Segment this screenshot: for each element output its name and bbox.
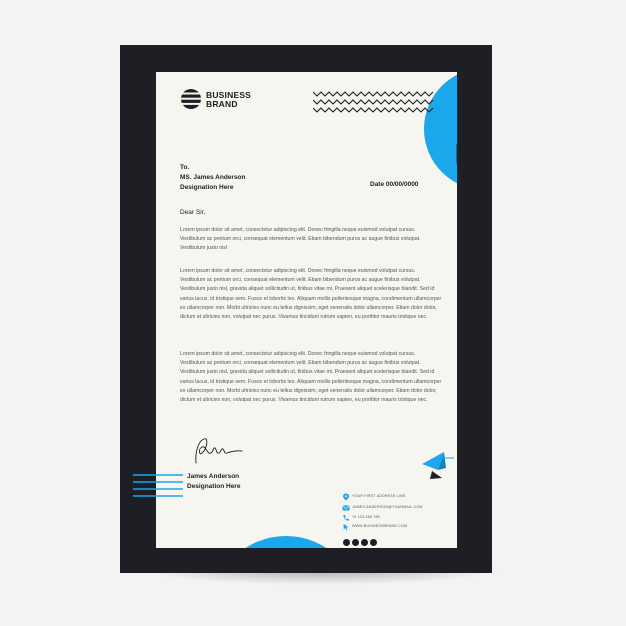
brand-line-1: BUSINESS xyxy=(206,90,252,100)
twitter-icon[interactable] xyxy=(361,539,368,546)
body-paragraph: Lorem ipsum dolor sit amet, consectetur adipiscing elit. Donec fringilla neque euismod volutpat cursus. Vestibulum ac pretium orci, consequat elementum velit. Etiam bibendum purus ac augue finibus volutpat. Vestibulum justo nisl xyxy=(180,227,421,252)
contact-email[interactable] xyxy=(342,504,457,514)
signatory-designation: Designation Here xyxy=(187,483,241,490)
instagram-icon[interactable] xyxy=(343,539,350,546)
recipient-to-label: To. xyxy=(180,164,190,171)
phone-icon xyxy=(342,514,350,522)
contact-email-text: JAMES.ANDERSON@YOURMAIL.COM xyxy=(352,505,423,509)
contact-address-text: YOUR FIRST ADDRESS LINE xyxy=(352,494,406,498)
brand-line-2: BRAND xyxy=(206,99,238,109)
recipient-designation: Designation Here xyxy=(180,184,234,191)
recipient-name: MS. James Anderson xyxy=(180,174,246,181)
accent-circle-bottom xyxy=(212,536,360,548)
cursor-icon xyxy=(342,523,350,531)
stripe-lines-decoration xyxy=(133,473,183,501)
brand-logo-icon xyxy=(181,89,201,109)
social-icons xyxy=(343,534,379,548)
triangle-decoration xyxy=(422,452,454,484)
letter-date: Date 00/00/0000 xyxy=(370,181,419,188)
greeting: Dear Sir, xyxy=(180,209,206,216)
linkedin-icon[interactable] xyxy=(370,539,377,546)
handwritten-signature xyxy=(190,435,246,465)
signatory-name: James Anderson xyxy=(187,473,240,480)
email-icon xyxy=(342,504,350,512)
wave-lines-decoration xyxy=(313,89,441,119)
document-outline-icon xyxy=(456,144,457,164)
contact-website-text: WWW.BUSINESSBRAND.COM xyxy=(352,524,408,528)
contact-website[interactable] xyxy=(342,523,457,533)
contact-phone-text: +0 123 456 789 xyxy=(352,515,380,519)
body-paragraph: Lorem ipsum dolor sit amet, consectetur adipiscing elit. Donec fringilla neque euismod volutpat cursus. Vestibulum ac pretium orci, consequat elementum velit. Etiam bibendum purus ac augue finibus volutpat. Vestibulum justo nisl, gravida aliquet sollicitudin ut, finibus vitae mi. Praesent aliquet scelerisque blandit. Sed id varius lacus, id tristique sem. Fusce et lobortis leo. Aliquam mollis pellentesque magna, condimentum ullamcorper ex ullamcorper non. Morbi ultricies nunc eu tellus dignissim, eget venenatis dolor ullamcorper. Etiam dolor dolor, dictum et ultricies non, volutpat nec purus. Vivamus tincidunt rutrum sapien, eu porttitor mauris tristique nec. xyxy=(180,268,442,321)
location-pin-icon xyxy=(342,493,350,501)
body-paragraph: Lorem ipsum dolor sit amet, consectetur adipiscing elit. Donec fringilla neque euismod volutpat cursus. Vestibulum ac pretium orci, consequat elementum velit. Etiam bibendum purus ac augue finibus volutpat. Vestibulum justo nisl, gravida aliquet sollicitudin ut, finibus vitae mi. Praesent aliquet scelerisque blandit. Sed id varius lacus, id tristique sem. Fusce et lobortis leo. Aliquam mollis pellentesque magna, condimentum ullamcorper ex ullamcorper non. Morbi ultricies nunc eu tellus dignissim, eget venenatis dolor ullamcorper. Etiam dolor dolor, dictum et ultricies non, volutpat nec purus. Vivamus tincidunt rutrum sapien, eu porttitor mauris tristique nec. xyxy=(180,351,442,404)
brand-name xyxy=(206,91,251,109)
facebook-icon[interactable] xyxy=(352,539,359,546)
contact-address xyxy=(342,493,457,503)
letter-paper xyxy=(156,72,457,548)
